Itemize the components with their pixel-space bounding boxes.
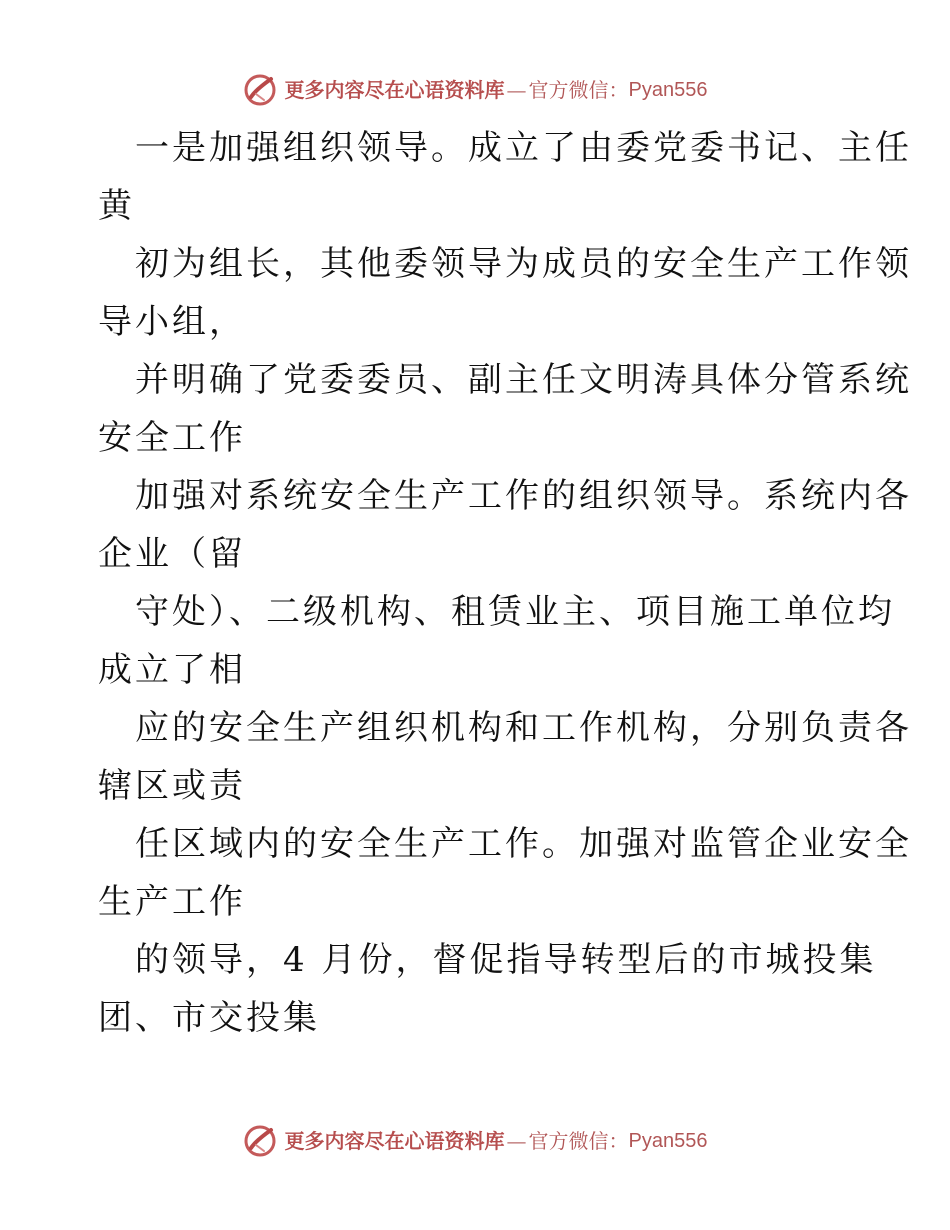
paragraph-line: 成立了相 (98, 650, 246, 690)
watermark-text (285, 1127, 708, 1155)
paragraph-line: 一是加强组织领导。成立了由委党委书记、主任 (135, 128, 912, 168)
paragraph-line: 导小组， (98, 302, 246, 342)
watermark-separator: — (506, 78, 527, 102)
watermark-wechat-id: Pyan556 (628, 79, 708, 101)
watermark-wechat-label: 官方微信： (528, 78, 629, 102)
watermark-wechat-label: 官方微信： (528, 1129, 629, 1153)
paragraph-line: 并明确了党委委员、副主任文明涛具体分管系统 (135, 360, 912, 400)
paragraph-line: 企业（留 (98, 534, 246, 574)
paragraph-line: 初为组长，其他委领导为成员的安全生产工作领 (135, 244, 912, 284)
paragraph-line: 任区域内的安全生产工作。加强对监管企业安全 (135, 824, 912, 864)
paragraph-line: 团、市交投集 (98, 998, 320, 1038)
header-watermark (0, 73, 950, 107)
paragraph-line: 辖区或责 (98, 766, 246, 806)
paragraph-line: 加强对系统安全生产工作的组织领导。系统内各 (135, 476, 912, 516)
watermark-text (285, 76, 708, 104)
paragraph-line: 守处）、二级机构、租赁业主、项目施工单位均 (135, 592, 895, 632)
watermark-separator: — (506, 1129, 527, 1153)
paragraph-line: 应的安全生产组织机构和工作机构，分别负责各 (135, 708, 912, 748)
brush-logo-icon (243, 1124, 277, 1158)
watermark-wechat-id: Pyan556 (628, 1130, 708, 1152)
paragraph-line: 生产工作 (98, 882, 246, 922)
paragraph-line: 的领导，4 月份，督促指导转型后的市城投集 (135, 940, 877, 980)
watermark-main-text: 更多内容尽在心语资料库 (284, 1129, 505, 1153)
brush-logo-icon (243, 73, 277, 107)
watermark-main-text: 更多内容尽在心语资料库 (284, 78, 505, 102)
paragraph-line: 黄 (98, 186, 135, 226)
footer-watermark (0, 1124, 950, 1158)
paragraph-line: 安全工作 (98, 418, 246, 458)
